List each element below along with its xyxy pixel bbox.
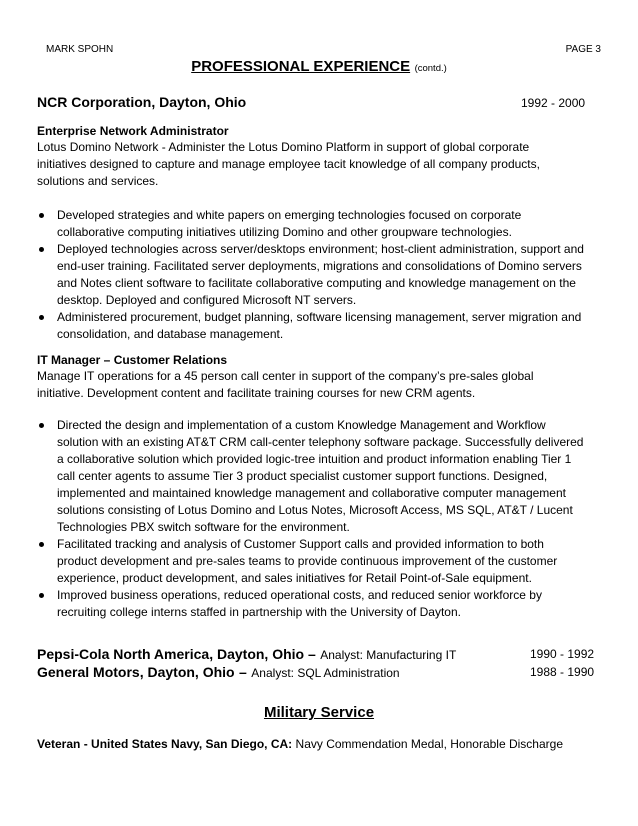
list-item: Deployed technologies across server/desktops environment; host-client administration, support and end-user training. Facilitated server deployments, migrations and consolidations of Domino servers and Notes client software to facilitate collaborative computing and knowledge management on the desktop. Deployed and configured Microsoft NT servers. bbox=[37, 241, 585, 309]
section-title-sub: (contd.) bbox=[414, 63, 447, 74]
role-it-manager: IT Manager – Customer Relations bbox=[37, 353, 228, 367]
veteran-line bbox=[37, 737, 563, 751]
role-enterprise-bullets bbox=[37, 207, 585, 343]
list-item: Directed the design and implementation of a custom Knowledge Management and Workflow solution with an existing AT&T CRM call-center telephony software package. Successfully delivered a collaborative solution which provided logic-tree intuition and product information enabling Tier 1 call center agents to assume Tier 3 product specialist customer support functions. Designed, implemented and maintained knowledge management and collaborative computer management solutions consisting of Lotus Domino and Lotus Notes, Microsoft Access, MS SQL, AT&T / Lucent Technologies PBX switch software for the environment. bbox=[37, 417, 585, 536]
list-item: Improved business operations, reduced operational costs, and reduced senior workforce by recruiting college interns staffed in partnership with the University of Dayton. bbox=[37, 587, 585, 621]
gm-dash: – bbox=[239, 664, 247, 680]
header-page-number: PAGE 3 bbox=[565, 44, 601, 55]
list-item: Facilitated tracking and analysis of Customer Support calls and provided information to both product development and pre-sales teams to provide continuous improvement of the customer experience, product development, and sales initiatives for Retail Point-of-Sale equipment. bbox=[37, 536, 585, 587]
veteran-detail: Navy Commendation Medal, Honorable Discharge bbox=[295, 737, 563, 751]
section-title bbox=[0, 58, 638, 76]
veteran-label: Veteran - United States Navy, San Diego, CA: bbox=[37, 737, 293, 751]
list-item: Developed strategies and white papers on emerging technologies focused on corporate collaborative computing initiatives utilizing Domino and other groupware technologies. bbox=[37, 207, 585, 241]
ncr-company: NCR Corporation, Dayton, Ohio bbox=[37, 94, 247, 110]
gm-role: Analyst: SQL Administration bbox=[251, 666, 400, 680]
section-title-main: PROFESSIONAL EXPERIENCE bbox=[191, 58, 411, 75]
role-enterprise-summary: Lotus Domino Network - Administer the Lotus Domino Platform in support of global corporate initiatives designed to capture and manage employee tacit knowledge of all company products, solutions and services. bbox=[37, 140, 540, 188]
header-name: MARK SPOHN bbox=[46, 44, 114, 55]
list-item: Administered procurement, budget planning, software licensing management, server migration and consolidation, and database management. bbox=[37, 309, 585, 343]
gm-entry bbox=[37, 664, 601, 682]
gm-company: General Motors, Dayton, Ohio bbox=[37, 664, 235, 680]
gm-dates: 1988 - 1990 bbox=[530, 665, 595, 679]
military-title bbox=[0, 704, 638, 721]
pepsi-company: Pepsi-Cola North America, Dayton, Ohio – bbox=[37, 646, 316, 662]
military-title-text: Military Service bbox=[263, 704, 375, 721]
pepsi-dates: 1990 - 1992 bbox=[530, 647, 595, 661]
pepsi-entry bbox=[37, 646, 601, 664]
role-enterprise-network-admin: Enterprise Network Administrator bbox=[37, 124, 229, 138]
role-it-manager-bullets bbox=[37, 417, 585, 621]
role-it-manager-summary: Manage IT operations for a 45 person call center in support of the company’s pre-sales global initiative. Development content and facilitate training courses for new CRM agents. bbox=[37, 369, 534, 400]
ncr-dates: 1992 - 2000 bbox=[521, 96, 586, 110]
pepsi-role: Analyst: Manufacturing IT bbox=[320, 648, 457, 662]
